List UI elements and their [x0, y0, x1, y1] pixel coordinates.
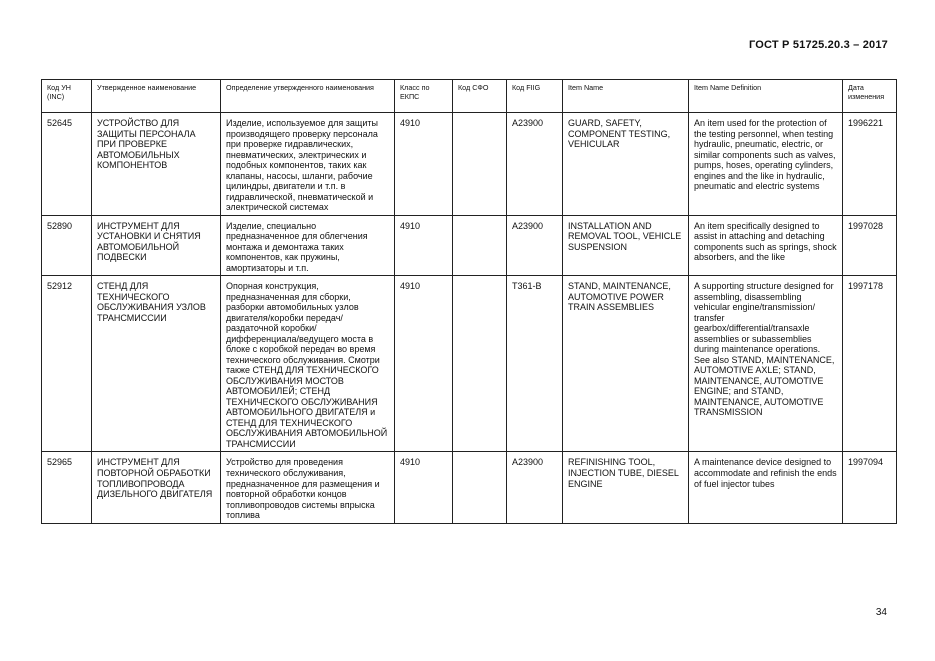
column-header-sfo-code: Код СФО [453, 80, 507, 113]
column-header-item-name: Item Name [563, 80, 689, 113]
cell-inc: 52645 [42, 113, 92, 216]
cell-change-date: 1997028 [843, 215, 897, 276]
cell-approved-name: СТЕНД ДЛЯ ТЕХНИЧЕСКОГО ОБСЛУЖИВАНИЯ УЗЛОВ ТРАНСМИССИИ [92, 276, 221, 452]
table-row [42, 276, 897, 452]
column-header-change-date: Дата изменения [843, 80, 897, 113]
cell-fiig-code: A23900 [507, 215, 563, 276]
table-row [42, 113, 897, 216]
cell-definition: Опорная конструкция, предназначенная для сборки, разборки автомобильных узлов двигателя/коробки передач/раздаточной коробки/дифференциала/ведущего моста в блоке с коробкой передач во время технического обслуживания. Смотри также СТЕНД ДЛЯ ТЕХНИЧЕСКОГО ОБСЛУЖИВАНИЯ МОСТОВ АВТОМОБИЛЕЙ; СТЕНД ТЕХНИЧЕСКОГО ОБСЛУЖИВАНИЯ АВТОМОБИЛЬНОГО ДВИГАТЕЛЯ и СТЕНД ДЛЯ ТЕХНИЧЕСКОГО ОБСЛУЖИВАНИЯ АВТОМОБИЛЬНОЙ ТРАНСМИССИИ [221, 276, 395, 452]
cell-fiig-code: T361-B [507, 276, 563, 452]
cell-change-date: 1997094 [843, 452, 897, 523]
column-header-fiig-code: Код FIIG [507, 80, 563, 113]
cell-sfo-code [453, 452, 507, 523]
table-row [42, 215, 897, 276]
cell-approved-name: ИНСТРУМЕНТ ДЛЯ ПОВТОРНОЙ ОБРАБОТКИ ТОПЛИВОПРОВОДА ДИЗЕЛЬНОГО ДВИГАТЕЛЯ [92, 452, 221, 523]
cell-inc: 52912 [42, 276, 92, 452]
cell-item-name: INSTALLATION AND REMOVAL TOOL, VEHICLE SUSPENSION [563, 215, 689, 276]
cell-sfo-code [453, 113, 507, 216]
header-row [42, 80, 897, 113]
table-body [42, 113, 897, 524]
cell-item-definition: An item used for the protection of the testing personnel, when testing hydraulic, pneumatic, electric, or similar components such as valves, pumps, hoses, operating cylinders, engines and the like in hydraulic, pneumatic and electric systems [689, 113, 843, 216]
cell-ekps-class: 4910 [395, 215, 453, 276]
cell-definition: Изделие, используемое для защиты производящего проверку персонала при проверке гидравлических, пневматических, электрических и подобных компонентов, таких как клапаны, насосы, шланги, рабочие цилиндры, двигатели и т.п. в гидравлической, пневматической и электрической системах [221, 113, 395, 216]
cell-item-name: STAND, MAINTENANCE, AUTOMOTIVE POWER TRAIN ASSEMBLIES [563, 276, 689, 452]
column-header-ekps-class: Класс по ЕКПС [395, 80, 453, 113]
cell-ekps-class: 4910 [395, 113, 453, 216]
cell-change-date: 1996221 [843, 113, 897, 216]
column-header-approved-name: Утвержденное наименование [92, 80, 221, 113]
cell-item-definition: An item specifically designed to assist in attaching and detaching components such as springs, shock absorbers, and the like [689, 215, 843, 276]
cell-item-definition: A supporting structure designed for assembling, disassembling vehicular engine/transmission/ transfer gearbox/differential/transaxle assemblies or subassemblies during maintenance operations. See also STAND, MAINTENANCE, AUTOMOTIVE AXLE; STAND, MAINTENANCE, AUTOMOTIVE ENGINE; and STAND, MAINTENANCE, AUTOMOTIVE TRANSMISSION [689, 276, 843, 452]
cell-ekps-class: 4910 [395, 276, 453, 452]
cell-approved-name: ИНСТРУМЕНТ ДЛЯ УСТАНОВКИ И СНЯТИЯ АВТОМОБИЛЬНОЙ ПОДВЕСКИ [92, 215, 221, 276]
cell-approved-name: УСТРОЙСТВО ДЛЯ ЗАЩИТЫ ПЕРСОНАЛА ПРИ ПРОВЕРКЕ АВТОМОБИЛЬНЫХ КОМПОНЕНТОВ [92, 113, 221, 216]
page-number: 34 [875, 607, 887, 618]
column-header-item-definition: Item Name Definition [689, 80, 843, 113]
cell-ekps-class: 4910 [395, 452, 453, 523]
cell-change-date: 1997178 [843, 276, 897, 452]
cell-definition: Изделие, специально предназначенное для облегчения монтажа и демонтажа таких компонентов, как пружины, амортизаторы и т.п. [221, 215, 395, 276]
cell-sfo-code [453, 276, 507, 452]
column-header-definition: Определение утвержденного наименования [221, 80, 395, 113]
cell-item-definition: A maintenance device designed to accommodate and refinish the ends of fuel injector tubes [689, 452, 843, 523]
cell-inc: 52890 [42, 215, 92, 276]
cell-fiig-code: A23900 [507, 452, 563, 523]
cell-definition: Устройство для проведения технического обслуживания, предназначенное для размещения и повторной обработки концов топливопроводов системы впрыска топлива [221, 452, 395, 523]
column-header-inc: Код УН (INC) [42, 80, 92, 113]
cell-fiig-code: A23900 [507, 113, 563, 216]
cell-inc: 52965 [42, 452, 92, 523]
document-standard-code: ГОСТ Р 51725.20.3 – 2017 [748, 39, 888, 51]
cell-item-name: REFINISHING TOOL, INJECTION TUBE, DIESEL ENGINE [563, 452, 689, 523]
cell-item-name: GUARD, SAFETY, COMPONENT TESTING, VEHICULAR [563, 113, 689, 216]
table-row [42, 452, 897, 523]
nomenclature-table [41, 79, 897, 524]
table-header [42, 80, 897, 113]
cell-sfo-code [453, 215, 507, 276]
